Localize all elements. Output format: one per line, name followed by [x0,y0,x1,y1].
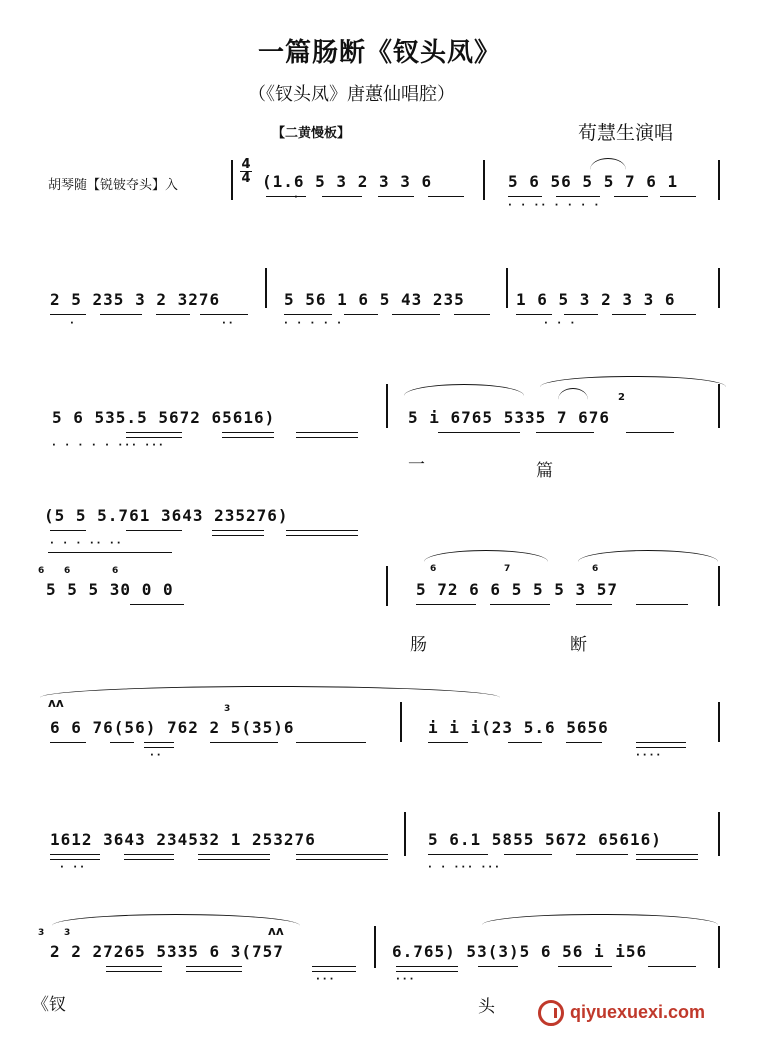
beam [454,314,490,315]
notation-segment: (5 5 5.761 3643 235276) [44,506,289,525]
beam [212,530,264,531]
beam [660,314,696,315]
lyric-char: 断 [570,635,587,655]
beam [186,966,242,967]
beam [428,196,464,197]
beam [614,196,648,197]
beam [124,854,174,855]
octave-dots: · · · [544,318,578,329]
grace-note: 6 [64,566,71,576]
notation-segment: 2 2 27265 5335 6 3(757 [50,942,284,961]
performer-credit: 荀慧生演唱 [578,122,674,144]
beam [576,854,628,855]
beam [396,971,458,972]
beam [222,437,274,438]
beam [564,314,598,315]
octave-dots: · · · · · [284,318,344,329]
notation-segment: 5 5 5 30 0 0 [46,580,174,599]
beam [212,535,264,536]
grace-note: 2 [618,392,625,403]
octave-dots: · · ··· ··· [428,862,502,873]
beam [648,966,696,967]
beam [126,437,182,438]
beam [286,535,358,536]
slur [558,388,588,401]
grace-note: 6 [112,566,119,576]
page-title: 一篇肠断《钗头凤》 [258,38,502,68]
beam [536,432,594,433]
beam [186,971,242,972]
beam [50,314,86,315]
beam [210,742,278,743]
slur [578,550,718,563]
barline [718,812,720,856]
octave-dots: · · ·· · · · · [508,200,602,211]
grace-note: 3 [224,704,231,714]
beam [198,854,270,855]
beam [636,859,698,860]
notation-segment: 5 6 56 5 5 7 6 1 [508,172,679,191]
grace-note: 6 [430,564,437,574]
time-signature-top: 4 [241,157,251,172]
octave-dots: · [70,318,77,329]
beam [50,854,100,855]
beam [296,854,388,855]
barline [400,702,402,742]
beam [396,966,458,967]
beam [296,437,358,438]
slur [540,376,726,387]
beam [50,859,100,860]
notation-segment: 5 6 535.5 5672 65616) [52,408,276,427]
grace-note: 3 [38,928,45,938]
slur [590,158,626,173]
beam [100,314,142,315]
beam [284,314,332,315]
notation-segment: 5 i 6765 5335 7 676 [408,408,611,427]
beam [490,604,550,605]
tie-line [48,552,172,557]
page-subtitle: （《钗头凤》唐蕙仙唱腔） [248,84,455,105]
grace-note: 6 [592,564,599,574]
barline [374,926,376,968]
notation-segment: 6.765) 53(3)5 6 56 i i56 [392,942,648,961]
barline [404,812,406,856]
beam [312,971,356,972]
barline [718,160,720,200]
notation-segment: 6 6 76(56) 762 2 5(35)6 [50,718,295,737]
beam [312,966,356,967]
slur [424,550,548,569]
barline [718,566,720,606]
barline [386,566,388,606]
beam [296,859,388,860]
barline [265,268,267,308]
lyric-char: 篇 [536,461,553,481]
octave-dots: ···· [636,750,664,761]
octave-dots: · [294,192,301,203]
beam [636,747,686,748]
beam [106,966,162,967]
barline [718,926,720,968]
beam [50,742,86,743]
barline [483,160,485,200]
octave-dots: · · · ·· ·· [50,538,124,549]
beam [636,854,698,855]
beam [124,859,174,860]
barline [231,160,233,200]
trill-icon: ᴧᴧ [268,924,284,938]
beam [556,196,600,197]
barline [718,268,720,308]
notation-segment: 1612 3643 234532 1 253276 [50,830,316,849]
octave-dots: ·· [150,750,164,761]
grace-note: 7 [504,564,511,574]
barline [386,384,388,428]
beam [428,742,468,743]
beam [636,742,686,743]
beam [200,314,248,315]
beam [322,196,362,197]
barline [718,702,720,742]
beam [144,742,174,743]
beam [508,742,542,743]
tempo-label: 【二黄慢板】 [272,126,351,141]
lyric-char: 肠 [410,635,427,655]
logo-icon [538,1000,564,1026]
barline [506,268,508,308]
notation-segment: 5 56 1 6 5 43 235 [284,290,465,309]
beam [50,530,86,531]
beam [130,604,184,605]
beam [508,196,542,197]
beam [144,747,174,748]
slur [404,384,524,401]
notation-segment: i i i(23 5.6 5656 [428,718,609,737]
lyric-char: 《钗 [32,995,66,1015]
beam [126,432,182,433]
beam [286,530,358,531]
beam [378,196,414,197]
beam [296,432,358,433]
octave-dots: ··· [396,974,417,985]
slur [482,914,718,925]
notation-segment: 5 6.1 5855 5672 65616) [428,830,662,849]
lyric-char: 头 [478,997,495,1017]
beam [660,196,696,197]
beam [612,314,646,315]
beam [126,530,182,531]
beam [558,966,612,967]
time-signature-bottom: 4 [241,171,251,186]
beam [222,432,274,433]
slur [52,914,300,927]
beam [156,314,190,315]
beam [636,604,688,605]
beam [392,314,440,315]
watermark: qiyuexuexi.com [570,1002,706,1022]
octave-dots: · ·· [60,862,87,873]
octave-dots: ··· [316,974,337,985]
beam [106,971,162,972]
beam [438,432,520,433]
notation-segment: 2 5 235 3 2 3276 [50,290,221,309]
notation-segment: (1.6 5 3 2 3 3 6 [262,172,433,191]
time-signature [240,158,252,185]
trill-icon: ᴧᴧ [48,696,64,710]
grace-note: 3 [64,928,71,938]
beam [626,432,674,433]
notation-segment: 5 72 6 6 5 5 5 3 57 [416,580,619,599]
beam [110,742,134,743]
beam [296,742,366,743]
octave-dots: · · · · · ··· ··· [52,440,166,451]
beam [428,854,488,855]
beam [344,314,378,315]
slur [40,686,500,701]
barline [718,384,720,428]
beam [478,966,518,967]
octave-dots: ·· [222,318,236,329]
beam [198,859,270,860]
beam [416,604,476,605]
beam [266,196,306,197]
lyric-char: 一 [408,455,425,475]
notation-segment: 1 6 5 3 2 3 3 6 [516,290,676,309]
beam [504,854,552,855]
beam [576,604,612,605]
intro-label: 胡琴随【锐铍夺头】入 [48,178,179,193]
beam [566,742,602,743]
grace-note: 6 [38,566,45,576]
beam [516,314,552,315]
